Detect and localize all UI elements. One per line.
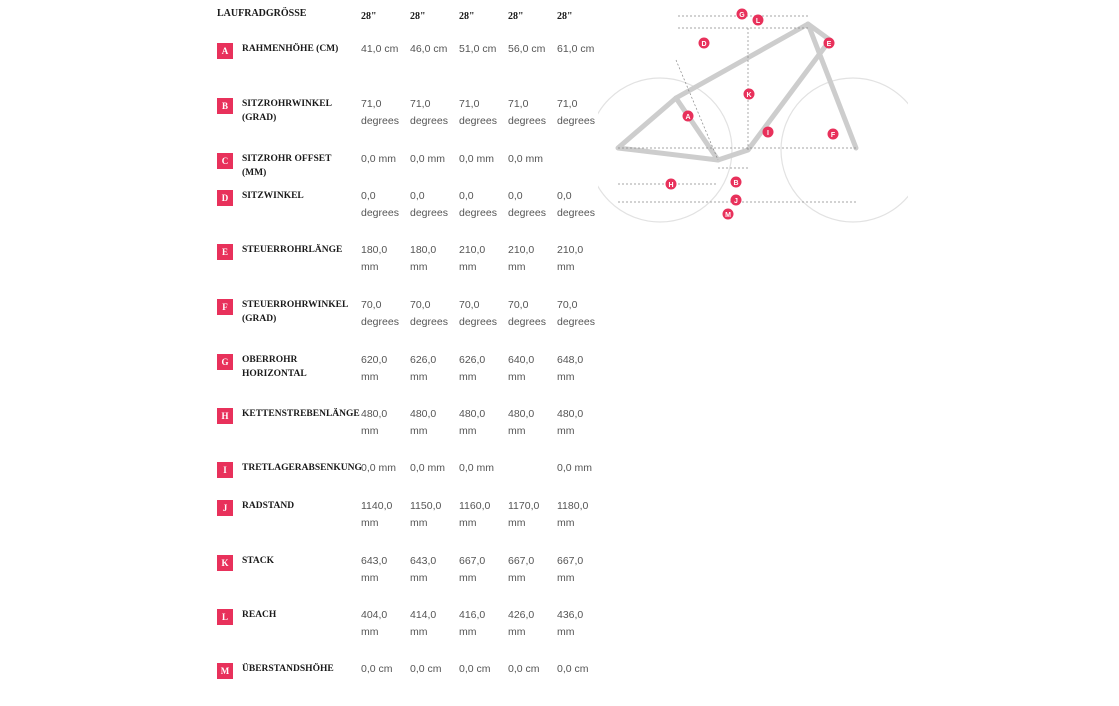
value-cell: 210,0 mm bbox=[557, 244, 584, 273]
param-letter-badge: A bbox=[217, 43, 233, 59]
param-name: STEUERROHRLÄNGE bbox=[242, 245, 343, 255]
param-letter-badge: D bbox=[217, 190, 233, 206]
diagram-marker-label: F bbox=[830, 132, 836, 139]
size-header-4: 28" bbox=[508, 11, 524, 22]
value-cell: 71,0 degrees bbox=[410, 98, 448, 127]
param-letter-badge: F bbox=[217, 299, 233, 315]
value-cell: 0,0 mm bbox=[459, 462, 495, 474]
value-cell: 71,0 degrees bbox=[361, 98, 399, 127]
value-cell: 70,0 degrees bbox=[557, 299, 595, 328]
table-row bbox=[210, 497, 610, 543]
value-cell: 0,0 degrees bbox=[557, 190, 595, 219]
wheel-size-header: LAUFRADGRÖSSE bbox=[217, 8, 307, 19]
value-cell: 626,0 mm bbox=[410, 354, 437, 383]
diagram-marker-label: E bbox=[826, 41, 832, 48]
value-cell: 61,0 cm bbox=[557, 43, 595, 55]
value-cell: 1140,0 mm bbox=[361, 500, 393, 529]
param-letter-badge: E bbox=[217, 244, 233, 260]
value-cell: 70,0 degrees bbox=[361, 299, 399, 328]
size-header-1: 28" bbox=[361, 11, 377, 22]
value-cell: 1180,0 mm bbox=[557, 500, 589, 529]
diagram-marker-label: A bbox=[685, 114, 691, 121]
diagram-marker-label: L bbox=[755, 18, 761, 25]
value-cell: 41,0 cm bbox=[361, 43, 399, 55]
param-name: SITZROHR OFFSET (MM) bbox=[242, 154, 332, 178]
value-cell: 648,0 mm bbox=[557, 354, 584, 383]
table-row bbox=[210, 552, 610, 598]
value-cell: 46,0 cm bbox=[410, 43, 448, 55]
value-cell: 210,0 mm bbox=[508, 244, 535, 273]
value-cell: 71,0 degrees bbox=[459, 98, 497, 127]
value-cell: 667,0 mm bbox=[508, 555, 535, 584]
value-cell: 0,0 mm bbox=[557, 462, 593, 474]
param-name: STEUERROHRWINKEL (GRAD) bbox=[242, 300, 348, 324]
value-cell: 70,0 degrees bbox=[410, 299, 448, 328]
value-cell: 480,0 mm bbox=[557, 408, 584, 437]
param-name: RADSTAND bbox=[242, 501, 295, 511]
value-cell: 1160,0 mm bbox=[459, 500, 491, 529]
value-cell: 643,0 mm bbox=[410, 555, 437, 584]
param-name: RAHMENHÖHE (CM) bbox=[242, 44, 339, 54]
value-cell: 1170,0 mm bbox=[508, 500, 540, 529]
value-cell: 0,0 cm bbox=[459, 663, 491, 675]
table-row bbox=[210, 405, 610, 451]
diagram-marker-label: I bbox=[767, 130, 769, 137]
size-header-3: 28" bbox=[459, 11, 475, 22]
value-cell: 404,0 mm bbox=[361, 609, 388, 638]
table-row bbox=[210, 606, 610, 652]
value-cell: 667,0 mm bbox=[459, 555, 486, 584]
value-cell: 643,0 mm bbox=[361, 555, 388, 584]
table-row bbox=[210, 187, 610, 233]
value-cell: 0,0 mm bbox=[361, 153, 397, 165]
value-cell: 480,0 mm bbox=[459, 408, 486, 437]
value-cell: 180,0 mm bbox=[361, 244, 388, 273]
value-cell: 210,0 mm bbox=[459, 244, 486, 273]
param-name: ÜBERSTANDSHÖHE bbox=[242, 664, 334, 674]
param-letter-badge: J bbox=[217, 500, 233, 516]
front-wheel bbox=[781, 78, 908, 222]
value-cell: 0,0 mm bbox=[508, 153, 544, 165]
table-row bbox=[210, 40, 610, 86]
size-header-5: 28" bbox=[557, 11, 573, 22]
value-cell: 0,0 mm bbox=[459, 153, 495, 165]
value-cell: 180,0 mm bbox=[410, 244, 437, 273]
table-row bbox=[210, 241, 610, 287]
param-letter-badge: G bbox=[217, 354, 233, 370]
table-row bbox=[210, 296, 610, 342]
value-cell: 51,0 cm bbox=[459, 43, 497, 55]
size-header-2: 28" bbox=[410, 11, 426, 22]
value-cell: 70,0 degrees bbox=[508, 299, 546, 328]
param-letter-badge: C bbox=[217, 153, 233, 169]
value-cell: 0,0 degrees bbox=[459, 190, 497, 219]
param-name: STACK bbox=[242, 556, 275, 566]
param-letter-badge: I bbox=[217, 462, 233, 478]
value-cell: 667,0 mm bbox=[557, 555, 584, 584]
value-cell: 436,0 mm bbox=[557, 609, 584, 638]
value-cell: 416,0 mm bbox=[459, 609, 486, 638]
value-cell: 0,0 cm bbox=[508, 663, 540, 675]
value-cell: 0,0 cm bbox=[410, 663, 442, 675]
param-letter-badge: M bbox=[217, 663, 233, 679]
geometry-table bbox=[210, 0, 610, 676]
diagram-marker-label: D bbox=[701, 41, 707, 48]
table-row bbox=[210, 660, 610, 706]
param-name: SITZROHRWINKEL (GRAD) bbox=[242, 99, 332, 123]
diagram-marker-label: B bbox=[733, 180, 739, 187]
diagram-marker-label: J bbox=[734, 198, 738, 205]
diagram-marker-label: M bbox=[725, 212, 731, 219]
value-cell: 0,0 mm bbox=[410, 153, 446, 165]
value-cell: 71,0 degrees bbox=[557, 98, 595, 127]
value-cell: 0,0 cm bbox=[557, 663, 589, 675]
value-cell: 1150,0 mm bbox=[410, 500, 442, 529]
value-cell: 426,0 mm bbox=[508, 609, 535, 638]
value-cell: 0,0 degrees bbox=[361, 190, 399, 219]
value-cell: 0,0 degrees bbox=[508, 190, 546, 219]
table-row bbox=[210, 95, 610, 141]
value-cell: 480,0 mm bbox=[361, 408, 388, 437]
param-name: OBERROHR HORIZONTAL bbox=[242, 355, 307, 379]
bike-geometry-svg bbox=[598, 0, 908, 230]
param-letter-badge: L bbox=[217, 609, 233, 625]
value-cell: 0,0 degrees bbox=[410, 190, 448, 219]
bike-geometry-diagram bbox=[598, 0, 908, 230]
value-cell: 626,0 mm bbox=[459, 354, 486, 383]
param-name: TRETLAGERABSENKUNG bbox=[242, 463, 362, 473]
diagram-marker-label: H bbox=[668, 182, 674, 189]
diagram-marker-label: K bbox=[746, 92, 752, 99]
value-cell: 480,0 mm bbox=[508, 408, 535, 437]
value-cell: 71,0 degrees bbox=[508, 98, 546, 127]
param-letter-badge: K bbox=[217, 555, 233, 571]
param-name: REACH bbox=[242, 610, 277, 620]
value-cell: 70,0 degrees bbox=[459, 299, 497, 328]
value-cell: 56,0 cm bbox=[508, 43, 546, 55]
value-cell: 620,0 mm bbox=[361, 354, 388, 383]
rear-triangle bbox=[618, 98, 718, 160]
param-name: KETTENSTREBENLÄNGE bbox=[242, 409, 360, 419]
param-letter-badge: H bbox=[217, 408, 233, 424]
table-header-row bbox=[210, 0, 610, 32]
value-cell: 0,0 mm bbox=[361, 462, 397, 474]
param-letter-badge: B bbox=[217, 98, 233, 114]
value-cell: 480,0 mm bbox=[410, 408, 437, 437]
param-name: SITZWINKEL bbox=[242, 191, 304, 201]
value-cell: 640,0 mm bbox=[508, 354, 535, 383]
table-row bbox=[210, 351, 610, 397]
value-cell: 0,0 mm bbox=[410, 462, 446, 474]
value-cell: 0,0 cm bbox=[361, 663, 393, 675]
diagram-marker-label: G bbox=[739, 12, 745, 19]
value-cell: 414,0 mm bbox=[410, 609, 437, 638]
